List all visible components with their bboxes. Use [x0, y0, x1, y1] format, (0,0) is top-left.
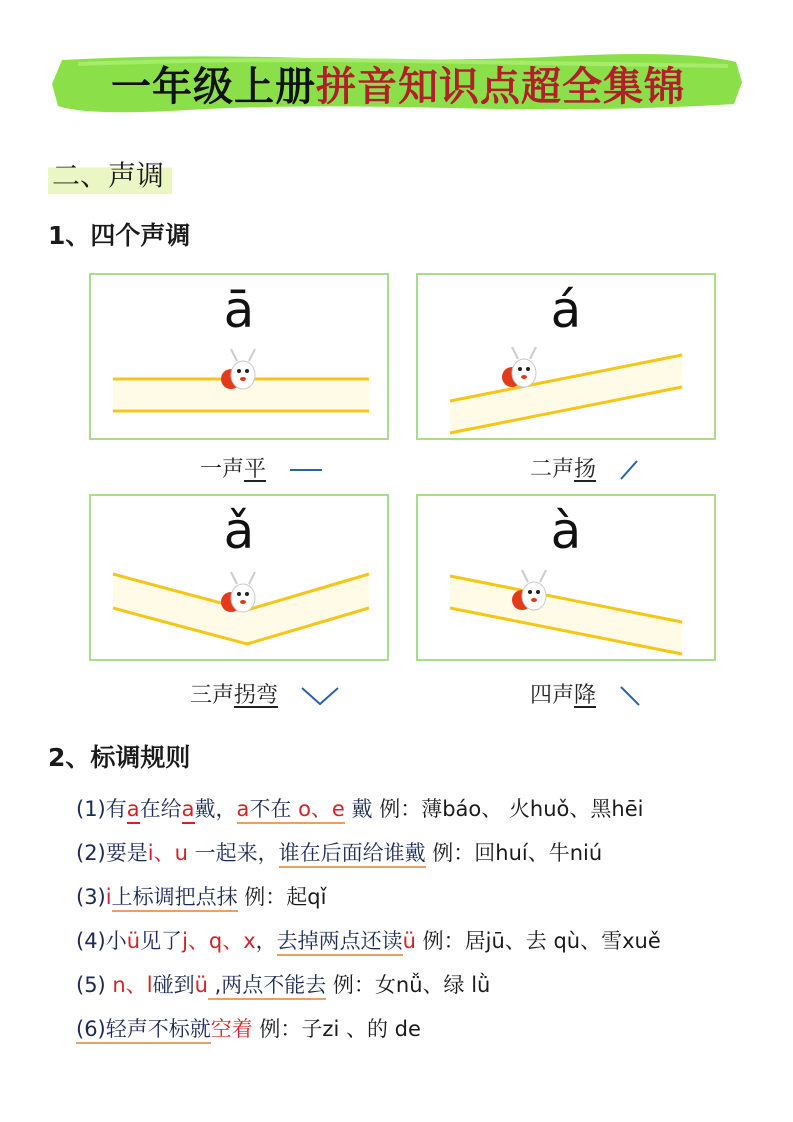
tone-marking-rules — [76, 793, 661, 1057]
page-title-part1: 一年级上册 — [111, 63, 316, 110]
title-banner — [48, 52, 748, 114]
caption-text: 二声 — [530, 457, 575, 482]
rule-keyphrase: 上标调把点抹 — [112, 885, 238, 912]
rules-heading: 2、标调规则 — [48, 743, 191, 772]
rule-highlight: ü — [402, 929, 416, 953]
tone-letter: ā — [223, 281, 255, 339]
rule-example: 例：回huí、牛niú — [425, 841, 603, 865]
rule-text: 不在 — [249, 797, 299, 821]
rule-example: 例：薄báo、 火huǒ、黑hēi — [372, 797, 644, 821]
rule-highlight: i — [105, 885, 112, 909]
bug-mascot-icon — [221, 572, 255, 612]
caption-text: 一声 — [200, 457, 245, 482]
rule-2 — [76, 837, 661, 881]
rule-keyphrase: 谁在后面给谁戴 — [279, 841, 426, 868]
tone-caption-second — [530, 452, 639, 483]
tone-box-third — [89, 494, 389, 661]
rule-keyphrase: 去掉两点还读 — [277, 929, 403, 956]
flat-line-icon — [289, 464, 323, 476]
rule-6 — [76, 1013, 661, 1057]
tones-heading: 1、四个声调 — [48, 221, 191, 250]
caption-keyword: 扬 — [574, 457, 597, 482]
rule-highlight: o — [298, 797, 311, 821]
falling-line-icon — [619, 685, 641, 707]
caption-text: 四声 — [530, 683, 575, 708]
rule-example: 例：居jū、去 qù、雪xuě — [415, 929, 661, 953]
page-title-part2: 拼音知识点超全集锦 — [316, 63, 685, 110]
rule-keyphrase: (6)轻声不标就 — [76, 1017, 211, 1044]
rule-1 — [76, 793, 661, 837]
rule-highlight: a — [182, 797, 195, 824]
rule-text: 碰到 — [152, 973, 195, 997]
rule-text: (5) — [76, 973, 113, 997]
tone-box-fourth — [416, 494, 716, 661]
section-title: 二、声调 — [48, 152, 172, 196]
rule-highlight: a — [236, 797, 250, 821]
rule-highlight: e — [331, 797, 345, 821]
tone-letter: à — [550, 502, 582, 560]
rule-keyphrase: ,两点不能去 — [208, 973, 326, 1000]
caption-keyword: 拐弯 — [234, 683, 279, 708]
rule-example: 例：子zi 、的 de — [252, 1017, 421, 1041]
rule-text: 戴 — [344, 797, 373, 821]
rule-text: 在给 — [139, 797, 182, 821]
tone-letter: á — [550, 281, 582, 339]
rule-text: (4)小 — [76, 929, 127, 953]
bug-mascot-icon — [221, 349, 255, 389]
rule-text: ， — [255, 929, 277, 953]
tone-letter: ǎ — [223, 502, 255, 560]
rule-highlight: ü — [194, 973, 208, 997]
caption-keyword: 平 — [244, 457, 267, 482]
rule-highlight: 空着 — [210, 1017, 253, 1041]
rule-highlight: j、q、x — [182, 929, 256, 953]
rule-highlight: ü — [126, 929, 141, 953]
bug-mascot-icon — [502, 347, 536, 387]
rule-separator: 、 — [310, 797, 332, 821]
rule-5 — [76, 969, 661, 1013]
rule-4 — [76, 925, 661, 969]
rule-text: 一起来， — [187, 841, 279, 865]
rule-text: (1)有 — [76, 797, 127, 821]
rule-example: 例：起qǐ — [237, 885, 327, 909]
caption-text: 三声 — [190, 683, 235, 708]
tone-caption-third — [190, 678, 339, 709]
v-line-icon — [301, 686, 339, 706]
rule-text: (2)要是 — [76, 841, 148, 865]
rising-line-icon — [619, 459, 639, 481]
tone-caption-first — [200, 452, 323, 483]
rule-text: 见了 — [140, 929, 183, 953]
tone-caption-fourth — [530, 678, 641, 709]
rule-highlight: a — [127, 797, 140, 824]
caption-keyword: 降 — [574, 683, 597, 708]
tone-box-second — [416, 273, 716, 440]
tone-box-first — [89, 273, 389, 440]
rule-text: (3) — [76, 885, 106, 909]
rule-text: 戴， — [194, 797, 237, 821]
rule-highlight: n、l — [112, 973, 153, 997]
rule-highlight: i、u — [147, 841, 188, 865]
rule-example: 例：女nǚ、绿 lǜ — [326, 973, 491, 997]
rule-3 — [76, 881, 661, 925]
